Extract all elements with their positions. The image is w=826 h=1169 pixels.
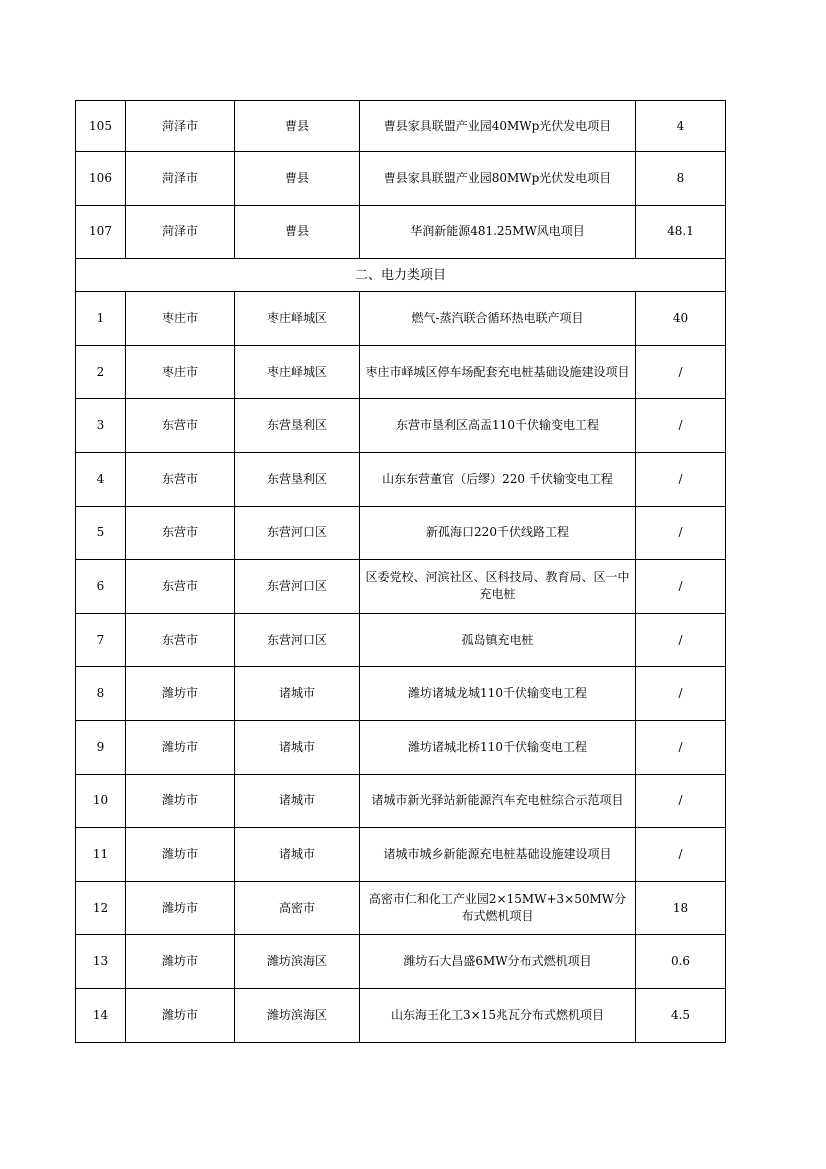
table-row (76, 345, 726, 399)
cell-no: 12 (76, 881, 126, 935)
cell-district: 潍坊滨海区 (235, 988, 360, 1042)
cell-district: 东营垦利区 (235, 399, 360, 453)
cell-value: 8 (636, 152, 726, 206)
cell-no: 11 (76, 828, 126, 882)
cell-district: 东营河口区 (235, 560, 360, 614)
cell-no: 1 (76, 292, 126, 346)
cell-value: / (636, 774, 726, 828)
table-row (76, 452, 726, 506)
table-row (76, 613, 726, 667)
cell-no: 106 (76, 152, 126, 206)
cell-city: 东营市 (126, 452, 235, 506)
cell-district: 诸城市 (235, 720, 360, 774)
section-title: 二、电力类项目 (76, 259, 726, 292)
cell-project: 曹县家具联盟产业园40MWp光伏发电项目 (360, 101, 636, 152)
cell-district: 诸城市 (235, 828, 360, 882)
cell-city: 菏泽市 (126, 101, 235, 152)
cell-project: 孤岛镇充电桩 (360, 613, 636, 667)
cell-city: 潍坊市 (126, 935, 235, 989)
cell-district: 东营垦利区 (235, 452, 360, 506)
cell-no: 4 (76, 452, 126, 506)
cell-city: 东营市 (126, 560, 235, 614)
cell-district: 东营河口区 (235, 506, 360, 560)
cell-no: 3 (76, 399, 126, 453)
table-row (76, 506, 726, 560)
cell-project: 曹县家具联盟产业园80MWp光伏发电项目 (360, 152, 636, 206)
cell-project: 高密市仁和化工产业园2×15MW+3×50MW分布式燃机项目 (360, 881, 636, 935)
project-table-body (76, 101, 726, 1043)
cell-value: / (636, 345, 726, 399)
cell-value: 40 (636, 292, 726, 346)
cell-no: 8 (76, 667, 126, 721)
table-row (76, 560, 726, 614)
cell-project: 区委党校、河滨社区、区科技局、教育局、区一中充电桩 (360, 560, 636, 614)
cell-project: 潍坊诸城龙城110千伏输变电工程 (360, 667, 636, 721)
cell-district: 枣庄峄城区 (235, 345, 360, 399)
cell-district: 曹县 (235, 205, 360, 259)
table-row (76, 399, 726, 453)
cell-project: 潍坊诸城北桥110千伏输变电工程 (360, 720, 636, 774)
cell-value: / (636, 452, 726, 506)
cell-project: 华润新能源481.25MW风电项目 (360, 205, 636, 259)
cell-project: 枣庄市峄城区停车场配套充电桩基础设施建设项目 (360, 345, 636, 399)
cell-value: 48.1 (636, 205, 726, 259)
cell-value: 4 (636, 101, 726, 152)
cell-project: 诸城市新光驿站新能源汽车充电桩综合示范项目 (360, 774, 636, 828)
cell-no: 14 (76, 988, 126, 1042)
table-row (76, 828, 726, 882)
cell-project: 潍坊石大昌盛6MW分布式燃机项目 (360, 935, 636, 989)
cell-no: 105 (76, 101, 126, 152)
table-row (76, 152, 726, 206)
cell-city: 枣庄市 (126, 345, 235, 399)
cell-value: 18 (636, 881, 726, 935)
cell-city: 菏泽市 (126, 152, 235, 206)
cell-district: 曹县 (235, 101, 360, 152)
cell-city: 潍坊市 (126, 881, 235, 935)
cell-city: 枣庄市 (126, 292, 235, 346)
cell-district: 诸城市 (235, 774, 360, 828)
cell-city: 菏泽市 (126, 205, 235, 259)
table-row (76, 988, 726, 1042)
cell-district: 潍坊滨海区 (235, 935, 360, 989)
cell-project: 新孤海口220千伏线路工程 (360, 506, 636, 560)
cell-city: 东营市 (126, 506, 235, 560)
cell-value: / (636, 667, 726, 721)
cell-project: 燃气-蒸汽联合循环热电联产项目 (360, 292, 636, 346)
cell-no: 107 (76, 205, 126, 259)
cell-city: 潍坊市 (126, 667, 235, 721)
cell-no: 10 (76, 774, 126, 828)
table-row (76, 881, 726, 935)
cell-no: 6 (76, 560, 126, 614)
cell-value: / (636, 399, 726, 453)
cell-no: 13 (76, 935, 126, 989)
cell-value: / (636, 506, 726, 560)
cell-value: / (636, 828, 726, 882)
cell-district: 高密市 (235, 881, 360, 935)
table-row (76, 101, 726, 152)
cell-value: 4.5 (636, 988, 726, 1042)
cell-district: 曹县 (235, 152, 360, 206)
cell-city: 东营市 (126, 613, 235, 667)
cell-value: 0.6 (636, 935, 726, 989)
cell-district: 东营河口区 (235, 613, 360, 667)
cell-no: 9 (76, 720, 126, 774)
table-row (76, 935, 726, 989)
table-row (76, 667, 726, 721)
cell-value: / (636, 560, 726, 614)
cell-project: 东营市垦利区高盂110千伏输变电工程 (360, 399, 636, 453)
cell-city: 潍坊市 (126, 720, 235, 774)
cell-city: 潍坊市 (126, 774, 235, 828)
cell-city: 潍坊市 (126, 988, 235, 1042)
cell-city: 潍坊市 (126, 828, 235, 882)
cell-value: / (636, 720, 726, 774)
table-row (76, 205, 726, 259)
cell-no: 7 (76, 613, 126, 667)
cell-project: 山东海王化工3×15兆瓦分布式燃机项目 (360, 988, 636, 1042)
table-row (76, 292, 726, 346)
cell-project: 诸城市城乡新能源充电桩基础设施建设项目 (360, 828, 636, 882)
cell-value: / (636, 613, 726, 667)
table-row (76, 774, 726, 828)
table-row (76, 720, 726, 774)
cell-no: 2 (76, 345, 126, 399)
cell-district: 枣庄峄城区 (235, 292, 360, 346)
cell-project: 山东东营董官（后缪）220 千伏输变电工程 (360, 452, 636, 506)
section-header-row (76, 259, 726, 292)
cell-city: 东营市 (126, 399, 235, 453)
project-table (75, 100, 726, 1043)
cell-no: 5 (76, 506, 126, 560)
cell-district: 诸城市 (235, 667, 360, 721)
